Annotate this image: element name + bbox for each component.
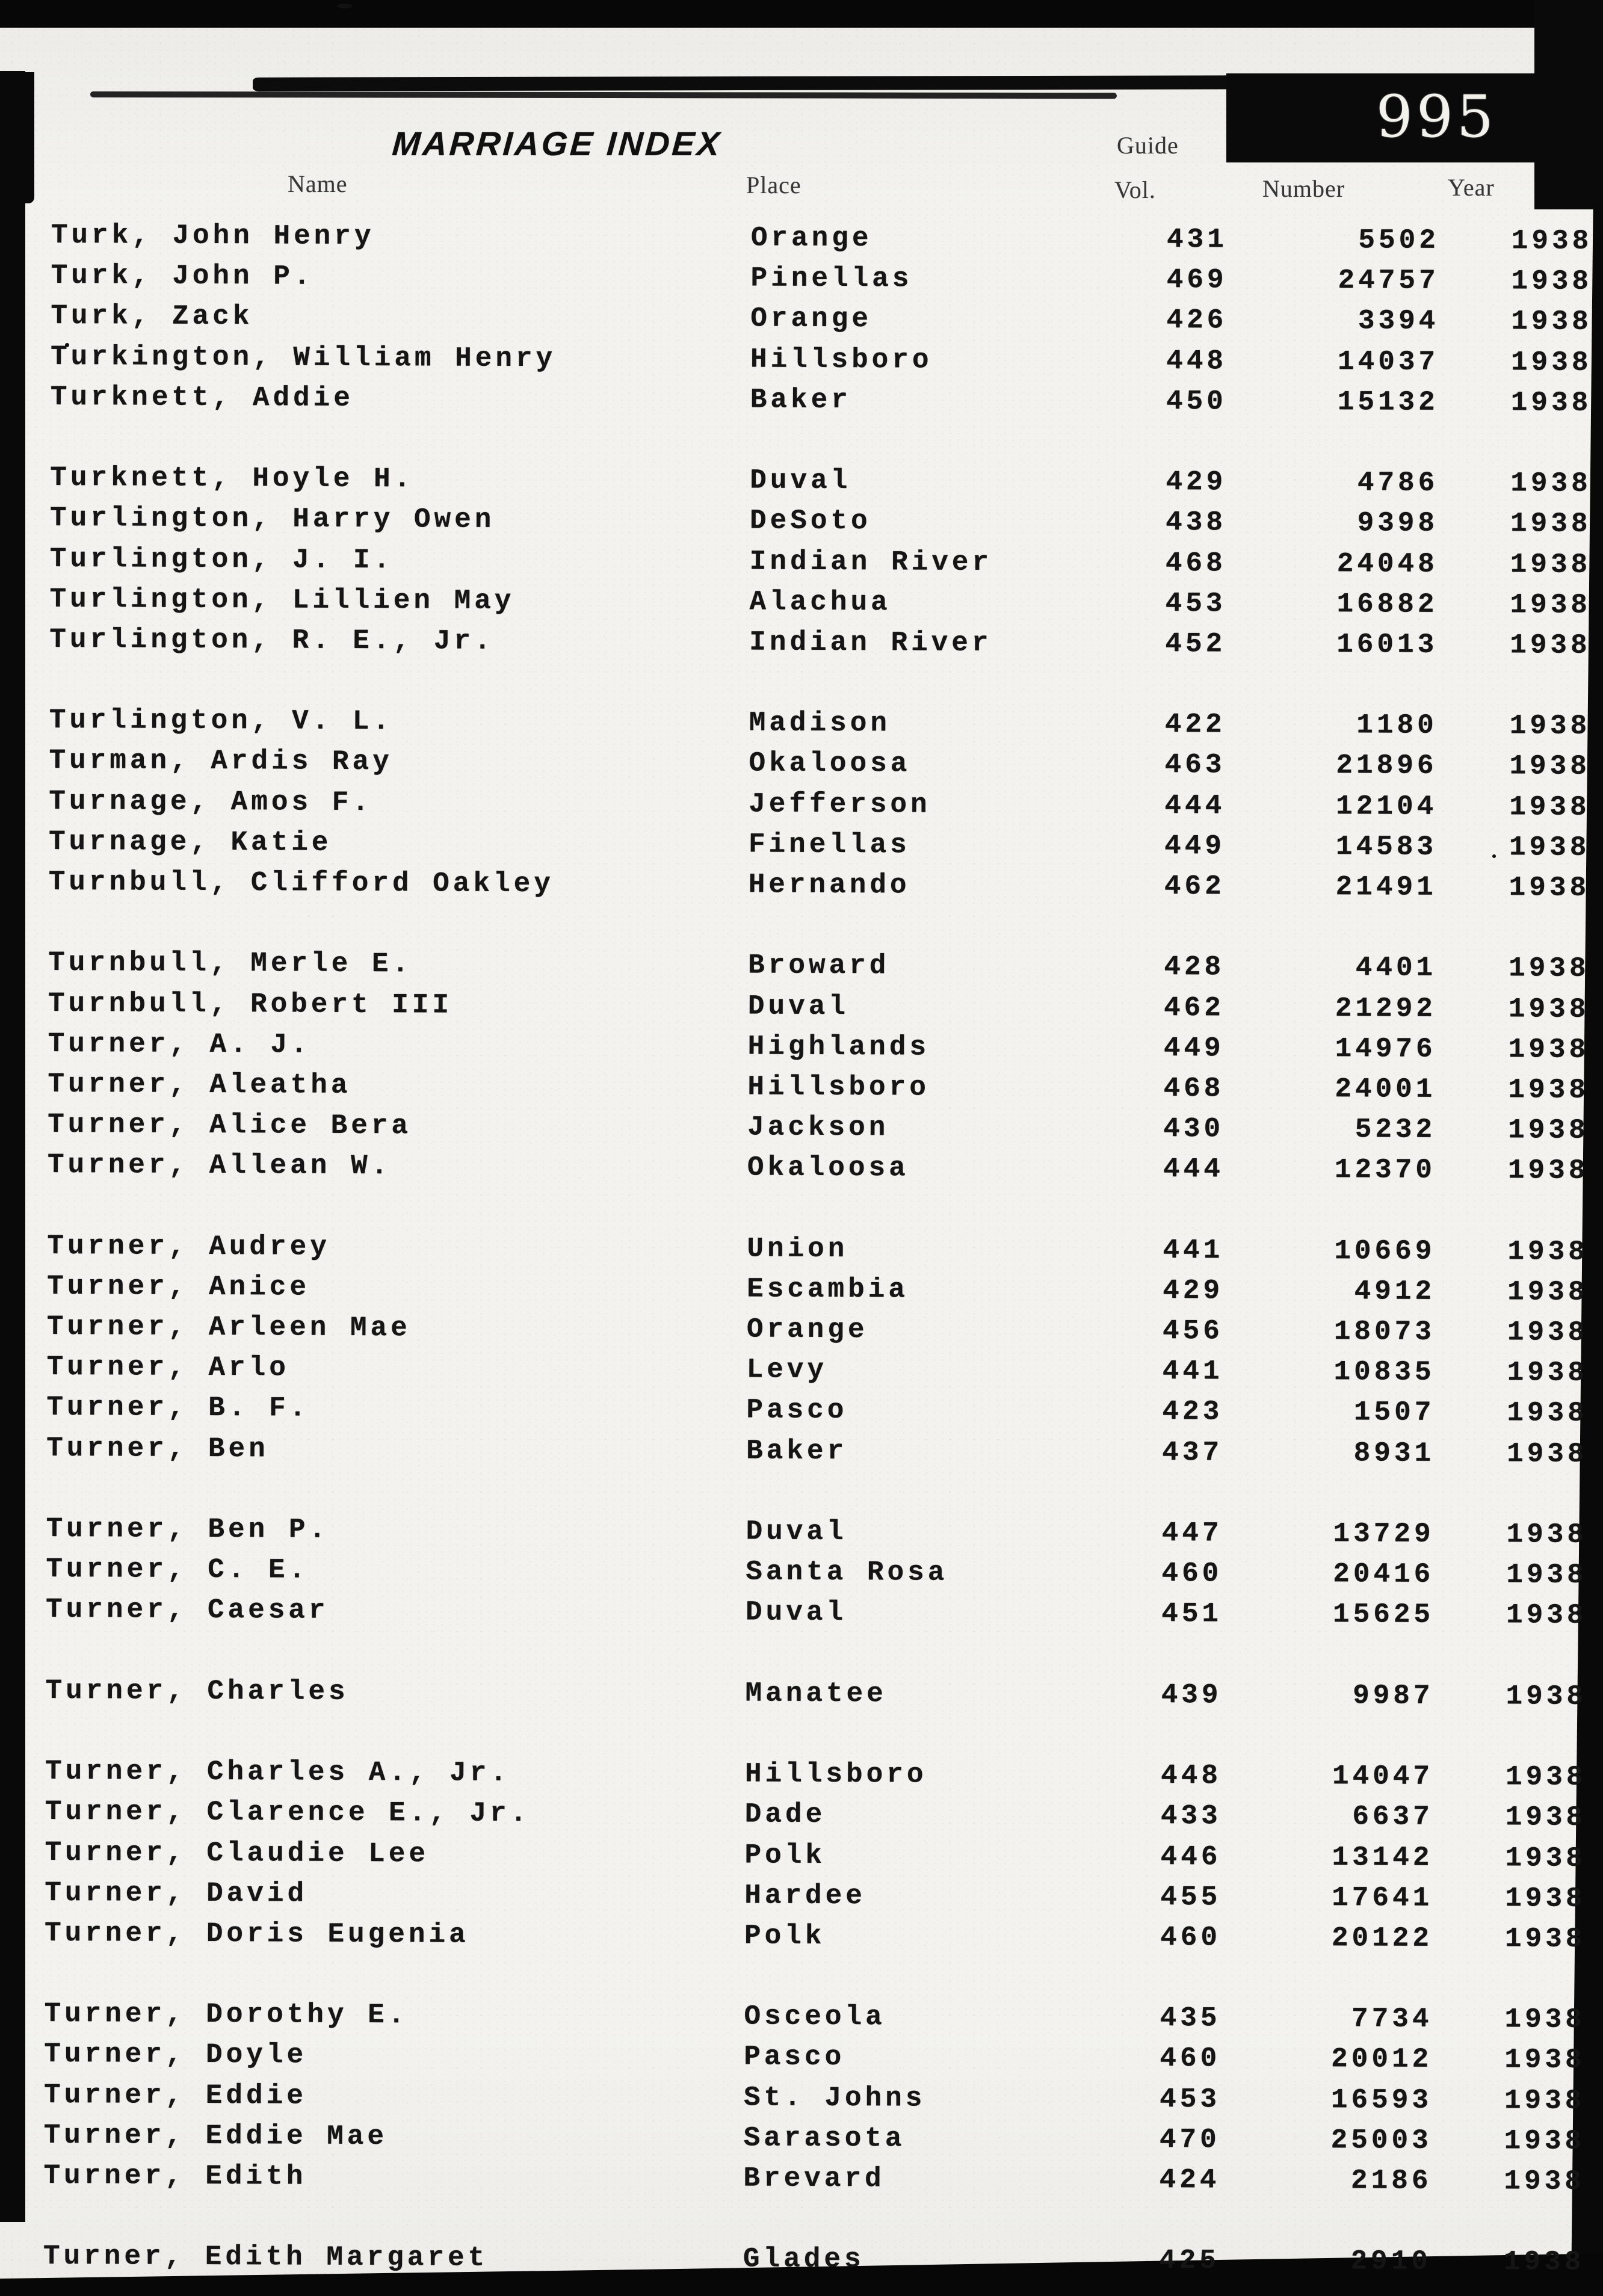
scan-speck	[337, 4, 353, 8]
cell-year: 1938	[1505, 1883, 1586, 1915]
cell-name: Turk, John Henry	[51, 220, 375, 253]
cell-place: Dade	[744, 1798, 826, 1831]
cell-number: 7734	[1351, 2003, 1433, 2035]
cell-number: 16882	[1336, 588, 1438, 620]
cell-name: Turner, Ben P.	[46, 1513, 330, 1546]
table-row	[0, 2115, 1596, 2161]
cell-place: Polk	[744, 1839, 826, 1871]
cell-name: Turner, Ben	[46, 1432, 269, 1465]
cell-vol: 448	[1161, 1760, 1222, 1792]
cell-vol: 444	[1163, 1153, 1225, 1185]
table-row	[0, 1832, 1597, 1878]
cell-number: 20122	[1331, 1922, 1433, 1954]
cell-place: Hillsboro	[750, 344, 933, 376]
column-header-year: Year	[1448, 174, 1495, 201]
table-row	[0, 1549, 1598, 1596]
table-row	[0, 579, 1602, 625]
cell-name: Turlington, Harry Owen	[49, 502, 495, 536]
cell-year: 1938	[1510, 346, 1592, 378]
page-number: 995	[1376, 83, 1497, 150]
cell-place: Duval	[746, 1516, 847, 1548]
cell-vol: 468	[1165, 547, 1226, 579]
cell-vol: 462	[1164, 871, 1225, 903]
scan-border-right-top	[1534, 0, 1603, 209]
cell-vol: 453	[1160, 2083, 1221, 2115]
cell-year: 1938	[1504, 2084, 1586, 2117]
table-row	[0, 2075, 1596, 2121]
cell-vol: 456	[1162, 1315, 1223, 1347]
cell-vol: 469	[1166, 264, 1228, 296]
cell-place: Osceola	[744, 2001, 886, 2033]
cell-name: Turkington, William Henry	[50, 341, 557, 374]
table-row	[0, 1226, 1599, 1272]
cell-name: Turnage, Amos F.	[49, 785, 373, 818]
table-row	[0, 741, 1601, 787]
cell-name: Turner, Allean W.	[47, 1149, 392, 1182]
cell-place: Broward	[748, 949, 890, 982]
cell-place: Hillsboro	[744, 1758, 927, 1791]
cell-year: 1938	[1509, 872, 1590, 904]
cell-year: 1938	[1506, 1599, 1587, 1632]
cell-number: 10835	[1333, 1356, 1435, 1389]
cell-name: Turner, Claudie Lee	[45, 1836, 430, 1869]
cell-name: Turnbull, Merle E.	[48, 947, 413, 980]
group-gap	[0, 418, 1602, 464]
header-rule-thick	[253, 75, 1235, 91]
cell-year: 1938	[1508, 1114, 1589, 1146]
cell-vol: 438	[1166, 507, 1227, 539]
column-header-name: Name	[288, 170, 348, 197]
cell-name: Turner, Arlo	[46, 1351, 290, 1384]
cell-year: 1938	[1510, 387, 1592, 419]
cell-vol: 437	[1162, 1436, 1223, 1469]
cell-year: 1938	[1507, 1357, 1589, 1389]
cell-place: Duval	[747, 990, 850, 1022]
cell-vol: 431	[1166, 224, 1228, 256]
cell-place: Hernando	[748, 869, 910, 901]
cell-vol: 430	[1163, 1113, 1225, 1145]
cell-place: Highlands	[747, 1031, 930, 1063]
cell-name: Turnbull, Clifford Oakley	[48, 866, 554, 900]
table-row	[0, 983, 1600, 1029]
cell-number: 20012	[1331, 2043, 1433, 2076]
cell-place: DeSoto	[749, 505, 871, 537]
group-gap	[0, 1711, 1597, 1757]
cell-vol: 435	[1160, 2002, 1221, 2034]
cell-year: 1938	[1506, 1519, 1588, 1551]
cell-name: Turner, Eddie	[43, 2079, 307, 2112]
cell-place: Orange	[750, 222, 873, 255]
cell-number: 25003	[1330, 2125, 1432, 2156]
cell-vol: 451	[1161, 1598, 1223, 1630]
cell-place: Union	[747, 1233, 848, 1265]
cell-vol: 462	[1164, 992, 1225, 1024]
cell-name: Turman, Ardis Ray	[49, 745, 393, 778]
cell-name: Turlington, J. I.	[49, 543, 394, 576]
cell-number: 14976	[1335, 1032, 1436, 1065]
cell-name: Turner, Anice	[47, 1270, 310, 1303]
cell-number: 10669	[1334, 1235, 1436, 1267]
cell-name: Turner, Arleen Mae	[46, 1311, 411, 1344]
cell-name: Turlington, V. L.	[49, 705, 394, 738]
cell-number: 6637	[1352, 1801, 1433, 1833]
cell-year: 1938	[1509, 952, 1590, 985]
cell-name: Turner, Clarence E., Jr.	[45, 1796, 531, 1830]
table-row	[0, 1428, 1598, 1474]
cell-place: Orange	[750, 303, 873, 335]
group-gap	[0, 1468, 1598, 1514]
cell-vol: 463	[1164, 749, 1226, 781]
cell-number: 5502	[1358, 224, 1439, 256]
table-row	[0, 2034, 1596, 2081]
cell-vol: 429	[1166, 466, 1227, 498]
cell-vol: 428	[1164, 951, 1225, 983]
cell-number: 5232	[1354, 1114, 1436, 1146]
table-row	[0, 1994, 1596, 2040]
cell-name: Turner, Doyle	[44, 2038, 307, 2072]
cell-name: Turner, David	[45, 1877, 308, 1910]
cell-place: Okaloosa	[749, 747, 911, 780]
scan-border-left-blob	[0, 72, 34, 203]
cell-vol: 424	[1159, 2164, 1220, 2196]
table-row	[0, 700, 1601, 747]
group-gap	[0, 1630, 1598, 1676]
table-row	[0, 1913, 1596, 1960]
cell-place: Jackson	[747, 1111, 889, 1144]
column-header-place: Place	[746, 171, 802, 199]
cell-number: 12370	[1334, 1154, 1436, 1187]
cell-year: 1938	[1509, 750, 1591, 783]
group-gap	[0, 1185, 1599, 1232]
cell-place: Pinellas	[750, 262, 913, 295]
cell-year: 1938	[1511, 225, 1593, 257]
cell-number: 14047	[1332, 1761, 1434, 1792]
table-row	[0, 1267, 1599, 1313]
scan-border-top	[0, 0, 1603, 28]
cell-name: Turner, Alice Bera	[48, 1109, 412, 1142]
cell-name: Turnage, Katie	[48, 826, 332, 859]
cell-number: 24757	[1338, 265, 1439, 297]
cell-vol: 441	[1162, 1356, 1223, 1387]
cell-vol: 425	[1159, 2245, 1220, 2277]
cell-number: 9987	[1353, 1680, 1434, 1712]
cell-name: Turner, B. F.	[46, 1392, 310, 1425]
table-row	[0, 1590, 1598, 1636]
cell-place: Jefferson	[749, 788, 931, 821]
table-row	[0, 1670, 1598, 1717]
table-row	[0, 1509, 1598, 1555]
cell-place: St. Johns	[743, 2082, 926, 2114]
cell-vol: 460	[1160, 1921, 1222, 1954]
cell-vol: 426	[1166, 304, 1228, 336]
cell-name: Turk, Zack	[51, 300, 253, 333]
cell-number: 15132	[1337, 386, 1439, 418]
cell-number: 8931	[1353, 1437, 1435, 1469]
cell-name: Turknett, Addie	[50, 381, 354, 414]
cell-place: Indian River	[749, 626, 992, 659]
table-row	[0, 1872, 1596, 1919]
cell-vol: 449	[1164, 830, 1226, 862]
cell-year: 1938	[1507, 1276, 1589, 1308]
cell-year: 1938	[1505, 1761, 1587, 1793]
page-title: MARRIAGE INDEX	[391, 125, 723, 162]
cell-name: Turlington, Lillien May	[49, 583, 515, 617]
cell-year: 1938	[1504, 2004, 1586, 2036]
cell-number: 12104	[1336, 790, 1438, 822]
cell-place: Indian River	[749, 545, 993, 578]
cell-place: Pasco	[744, 2041, 845, 2073]
cell-vol: 460	[1161, 1558, 1223, 1590]
cell-place: Brevard	[743, 2162, 885, 2195]
table-body	[0, 215, 1603, 2283]
cell-place: Alachua	[749, 586, 891, 619]
cell-year: 1938	[1510, 548, 1592, 581]
cell-number: 20416	[1333, 1558, 1435, 1591]
cell-name: Turk, John P.	[51, 260, 314, 292]
cell-number: 14037	[1337, 345, 1439, 378]
cell-name: Turner, Dorothy E.	[44, 1998, 409, 2031]
cell-vol: 449	[1163, 1032, 1225, 1064]
cell-year: 1938	[1510, 468, 1592, 499]
cell-vol: 429	[1163, 1275, 1224, 1307]
cell-year: 1938	[1508, 1074, 1589, 1106]
cell-number: 2910	[1350, 2245, 1432, 2278]
cell-number: 17641	[1332, 1881, 1433, 1914]
table-row	[0, 1307, 1599, 1353]
cell-year: 1938	[1511, 265, 1593, 298]
cell-name: Turner, Charles A., Jr.	[45, 1756, 511, 1789]
cell-year: 1938	[1509, 832, 1590, 863]
column-header-number: Number	[1262, 175, 1345, 202]
cell-place: Manatee	[745, 1677, 887, 1710]
group-gap	[0, 903, 1601, 949]
table-row	[0, 862, 1601, 909]
cell-number: 16013	[1336, 629, 1438, 661]
cell-number: 1507	[1353, 1396, 1435, 1429]
column-header-vol: Vol.	[1114, 176, 1156, 203]
cell-place: Baker	[750, 384, 851, 416]
cell-place: Orange	[746, 1313, 868, 1346]
cell-place: Hillsboro	[747, 1071, 930, 1103]
cell-year: 1938	[1510, 589, 1592, 621]
table-row	[0, 781, 1601, 827]
cell-name: Turner, Edith Margaret	[43, 2241, 489, 2274]
cell-place: Glades	[743, 2243, 865, 2276]
cell-number: 24048	[1336, 548, 1438, 580]
table-row	[0, 1751, 1597, 1798]
cell-year: 1938	[1507, 1437, 1588, 1470]
cell-vol: 470	[1159, 2123, 1220, 2156]
cell-name: Turner, Aleatha	[48, 1068, 351, 1101]
cell-year: 1938	[1507, 1155, 1589, 1187]
cell-number: 15625	[1332, 1599, 1435, 1631]
cell-place: Hardee	[744, 1880, 866, 1912]
cell-name: Turner, Charles	[45, 1674, 349, 1708]
cell-name: Turknett, Hoyle H.	[50, 462, 415, 495]
cell-number: 9398	[1357, 507, 1439, 540]
cell-place: Finellas	[748, 829, 910, 861]
cell-year: 1938	[1505, 1842, 1587, 1874]
cell-year: 1938	[1506, 1680, 1587, 1712]
cell-number: 24001	[1335, 1073, 1436, 1105]
cell-year: 1938	[1510, 508, 1592, 540]
cell-number: 1180	[1356, 709, 1438, 742]
table-row	[0, 1105, 1599, 1151]
cell-year: 1938	[1504, 1923, 1586, 1955]
cell-year: 1938	[1511, 306, 1592, 338]
table-row	[0, 1145, 1599, 1191]
table-row	[0, 1387, 1598, 1434]
cell-vol: 452	[1165, 628, 1226, 660]
cell-year: 1938	[1507, 1236, 1589, 1268]
group-gap	[0, 2196, 1595, 2242]
table-row	[0, 215, 1603, 262]
cell-number: 2186	[1350, 2165, 1432, 2197]
cell-vol: 447	[1161, 1517, 1223, 1549]
cell-year: 1938	[1509, 791, 1590, 823]
cell-number: 13729	[1333, 1518, 1435, 1550]
table-row	[0, 1023, 1600, 1070]
table-row	[0, 821, 1601, 868]
cell-place: Pasco	[746, 1394, 848, 1427]
group-gap	[0, 660, 1601, 706]
cell-year: 1938	[1507, 1316, 1589, 1348]
cell-number: 4912	[1354, 1276, 1436, 1307]
cell-name: Turner, C. E.	[46, 1554, 309, 1586]
cell-name: Turner, Eddie Mae	[43, 2119, 388, 2153]
cell-vol: 446	[1160, 1841, 1222, 1873]
cell-place: Levy	[746, 1354, 828, 1386]
cell-name: Turner, Caesar	[46, 1594, 329, 1627]
cell-name: Turner, Audrey	[47, 1230, 330, 1263]
cell-number: 13142	[1332, 1841, 1433, 1874]
cell-vol: 433	[1160, 1800, 1222, 1832]
cell-place: Okaloosa	[747, 1152, 909, 1184]
cell-vol: 450	[1166, 385, 1227, 418]
cell-vol: 439	[1161, 1679, 1222, 1711]
table-row	[0, 498, 1602, 545]
table-row	[0, 377, 1602, 423]
cell-place: Duval	[745, 1596, 847, 1629]
cell-number: 21896	[1336, 750, 1438, 782]
cell-vol: 455	[1160, 1881, 1222, 1913]
cell-number: 4401	[1355, 952, 1437, 984]
table-row	[0, 943, 1600, 989]
cell-name: Turnbull, Robert III	[48, 987, 453, 1021]
cell-vol: 448	[1166, 345, 1228, 377]
cell-name: Turner, Edith	[43, 2159, 307, 2193]
cell-name: Turner, Doris Eugenia	[44, 1917, 469, 1951]
table-row	[0, 256, 1603, 302]
cell-place: Polk	[744, 1920, 826, 1952]
cell-vol: 453	[1165, 587, 1226, 620]
cell-year: 1938	[1504, 2165, 1585, 2197]
cell-year: 1938	[1504, 2044, 1586, 2076]
cell-vol: 423	[1162, 1396, 1223, 1428]
cell-vol: 422	[1164, 709, 1226, 741]
guide-label: Guide	[1117, 132, 1179, 159]
cell-name: Turlington, R. E., Jr.	[49, 623, 495, 657]
cell-place: Escambia	[747, 1273, 909, 1306]
cell-year: 1938	[1507, 1397, 1588, 1430]
cell-number: 14583	[1335, 831, 1438, 863]
cell-year: 1938	[1509, 710, 1591, 742]
table-row	[0, 1064, 1600, 1111]
cell-year: 1938	[1503, 2246, 1585, 2279]
table-row	[0, 539, 1602, 585]
cell-place: Santa Rosa	[746, 1556, 948, 1588]
cell-vol: 441	[1163, 1234, 1224, 1267]
cell-year: 1938	[1508, 993, 1590, 1025]
cell-number: 4786	[1357, 467, 1439, 499]
cell-year: 1938	[1506, 1559, 1587, 1591]
cell-place: Duval	[750, 464, 851, 497]
table-row	[0, 2156, 1596, 2202]
table-row	[0, 2236, 1595, 2283]
cell-year: 1938	[1508, 1034, 1590, 1066]
cell-place: Sarasota	[743, 2122, 906, 2155]
table-row	[0, 458, 1602, 504]
cell-number: 18073	[1333, 1316, 1435, 1348]
cell-vol: 444	[1164, 789, 1226, 822]
cell-year: 1938	[1504, 2125, 1586, 2157]
cell-year: 1938	[1505, 1801, 1587, 1834]
group-gap	[0, 1954, 1596, 2000]
cell-number: 3394	[1357, 305, 1439, 338]
cell-number: 16593	[1330, 2084, 1433, 2116]
table-row	[0, 620, 1601, 666]
cell-vol: 468	[1163, 1073, 1225, 1105]
table-row	[0, 1792, 1597, 1838]
table-row	[0, 1347, 1599, 1393]
cell-place: Baker	[746, 1435, 848, 1467]
cell-name: Turner, A. J.	[48, 1028, 311, 1061]
cell-number: 21491	[1335, 871, 1437, 903]
cell-place: Madison	[749, 707, 891, 739]
table-row	[0, 296, 1602, 342]
cell-year: 1938	[1510, 629, 1591, 661]
cell-number: 21292	[1335, 992, 1437, 1025]
table-row	[0, 336, 1602, 383]
cell-vol: 460	[1160, 2043, 1221, 2075]
